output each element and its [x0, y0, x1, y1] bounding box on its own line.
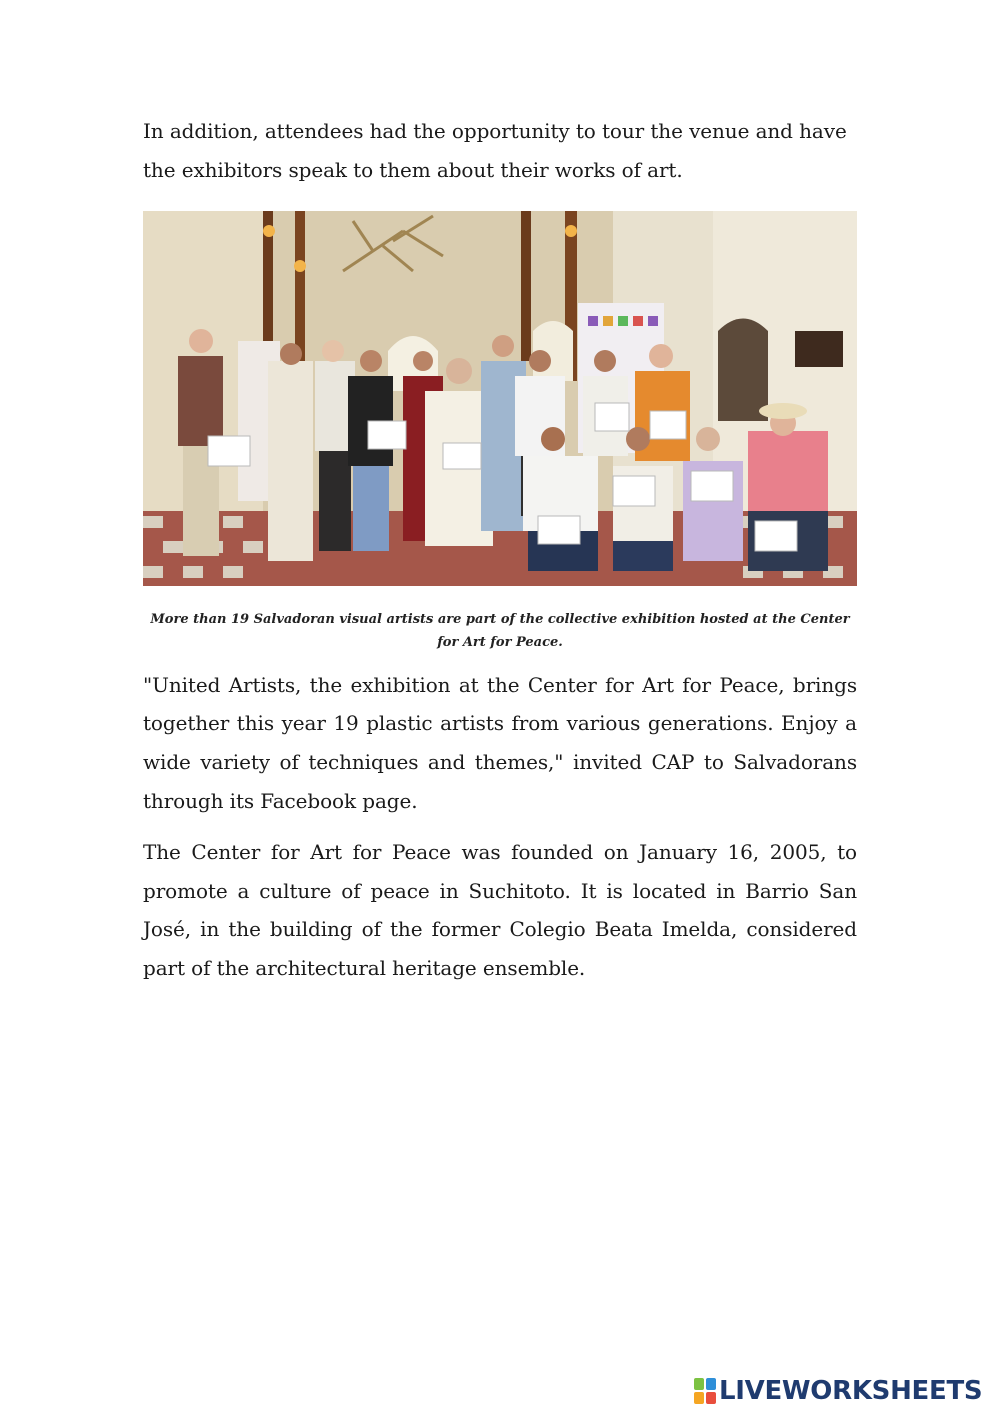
group-photo: [143, 211, 857, 586]
document-page: [143, 112, 857, 988]
liveworksheets-logo[interactable]: [694, 1376, 990, 1406]
intro-paragraph: In addition, attendees had the opportunity to tour the venue and have the exhibitors speak to them about their works of art.: [143, 119, 847, 182]
quote-paragraph: "United Artists, the exhibition at the Center for Art for Peace, brings together this year 19 plastic artists from various generations. Enjoy a wide variety of techniques and themes," invited CAP to Salvadorans through its Facebook page.: [143, 672, 857, 813]
liveworksheets-icon: [694, 1378, 716, 1404]
photo-caption: More than 19 Salvadoran visual artists are part of the collective exhibition hosted at the Center for Art for Peace.: [150, 611, 850, 650]
history-paragraph: The Center for Art for Peace was founded on January 16, 2005, to promote a culture of peace in Suchitoto. It is located in Barrio San José, in the building of the former Colegio Beata Imelda, considered part of the architectural heritage ensemble.: [143, 839, 857, 981]
brand-name: LIVEWORKSHEETS: [719, 1376, 983, 1406]
